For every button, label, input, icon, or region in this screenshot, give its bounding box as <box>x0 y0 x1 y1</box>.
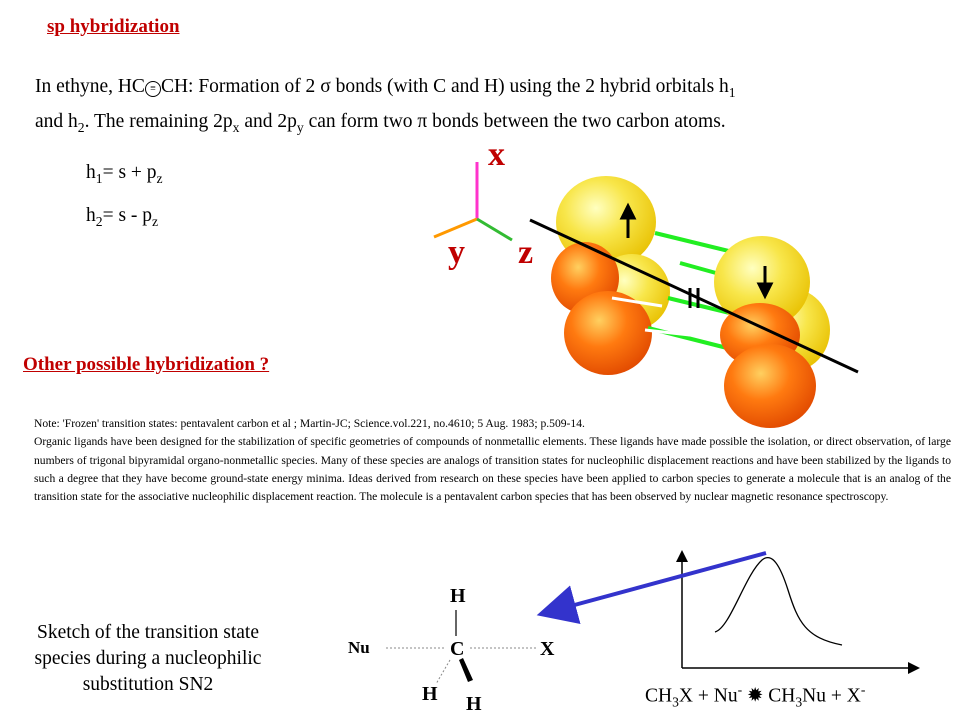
x-axis-label: x <box>488 136 505 173</box>
atom-x: X <box>540 638 555 660</box>
note-citation: Note: 'Frozen' transition states: pentavalent carbon et al ; Martin-JC; Science.vol.221, no.4610; 5 Aug. 1983; p.509-14. <box>34 417 585 430</box>
transition-state-molecule <box>348 585 555 715</box>
reaction-arrow-icon: ✹ <box>747 685 764 707</box>
other-hybridization-heading: Other possible hybridization ? <box>23 354 270 375</box>
note-paragraph <box>34 415 951 506</box>
h2-formula: $h_2= s - p_z$ <box>86 205 159 229</box>
intro-line-1: In ethyne, HC ≡ CH: Formation of 2 σ bonds (with C and H) using the 2 hybrid orbitals $h_1$ <box>35 76 736 100</box>
h1-formula: $h_1= s + p_z$ <box>86 162 163 186</box>
sketch-caption: Sketch of the transition state species during a nucleophilic substitution SN2 <box>34 622 262 695</box>
z-axis-line <box>477 219 512 240</box>
atom-h-bottom: H <box>466 693 482 715</box>
atom-h-left: H <box>422 683 438 705</box>
note-body: Organic ligands have been designed for the stabilization of specific geometries of compounds of nonmetallic elements. These ligands have made possible the isolation, or direct observation, of large numbers of trigonal bipyramidal organo-nonmetallic species. Many of these species are analogs of transition states for nucleophilic displacement reactions and have been stabilized by the ligands to such a degree that they have become ground-state energy minima. Ideas derived from research on these species have been applied to carbon species to generate a molecule that is an analog of the transition state for the associative nucleophilic displacement reaction. The molecule is a pentavalent carbon species that has been observed by nuclear magnetic resonance spectroscopy. <box>34 435 951 504</box>
y-axis-label: y <box>448 234 465 271</box>
z-axis-label: z <box>518 234 534 271</box>
intro-line-2: and $h_2$. The remaining $2p_x$ and $2p_y$ can form two π bonds between the two carbon atoms. <box>35 110 726 135</box>
atom-nu: Nu <box>348 638 370 657</box>
energy-diagram <box>556 550 920 674</box>
energy-curve <box>715 558 842 645</box>
pointer-arrow <box>556 553 766 610</box>
reaction-equation: $CH_3X + Nu^-$ ✹ $CH_3Nu + X^-$ <box>645 682 866 710</box>
page-title: sp hybridization <box>47 16 180 37</box>
atom-c: C <box>450 638 465 660</box>
atom-h-top: H <box>450 585 466 607</box>
triple-bond-icon: ≡ <box>145 81 161 97</box>
